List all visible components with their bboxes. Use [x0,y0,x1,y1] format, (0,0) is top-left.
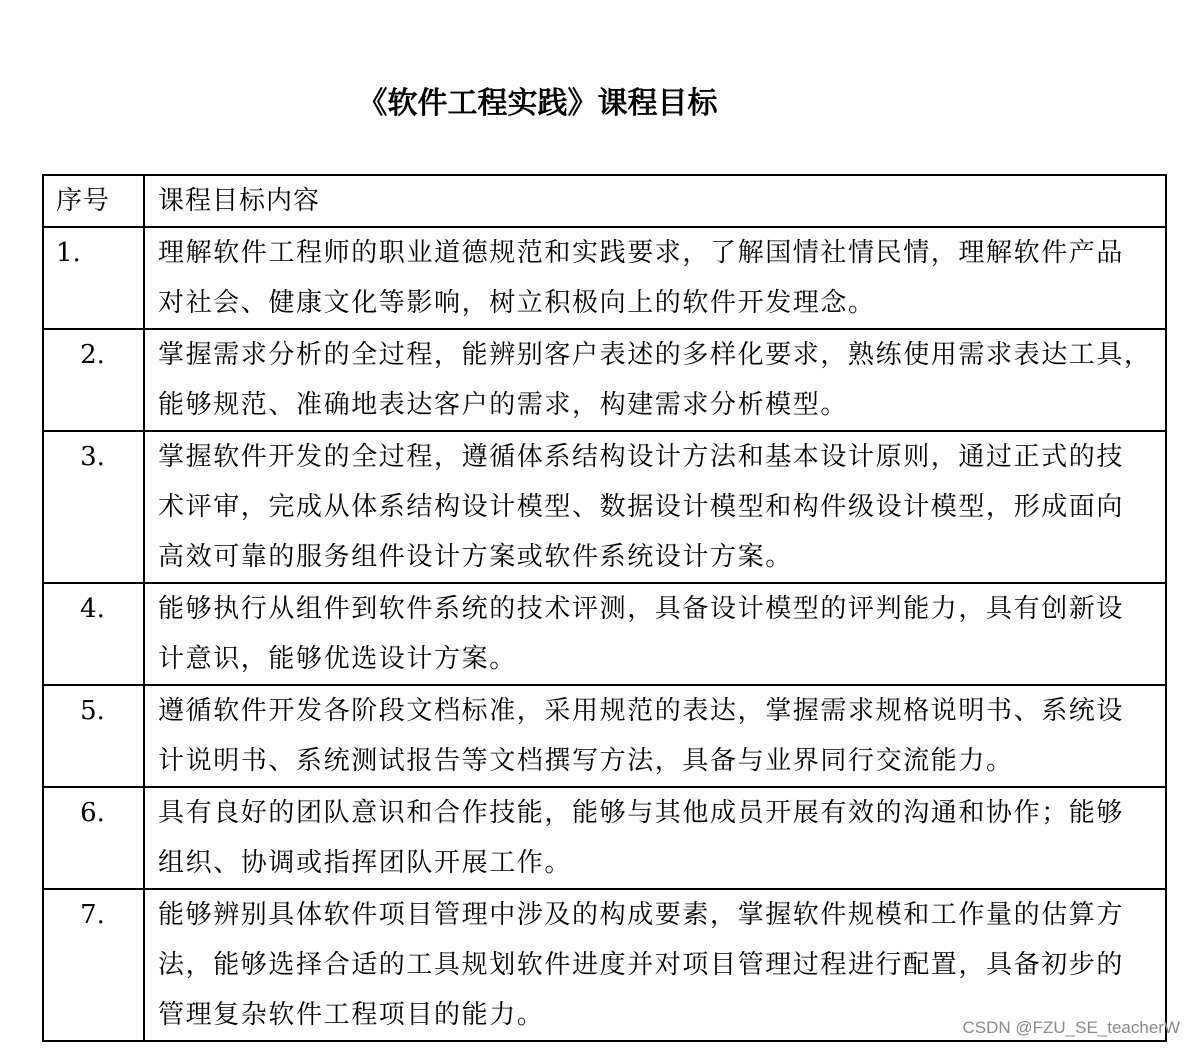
table-row [43,787,1166,889]
number-cell [43,889,144,1041]
content-cell [144,685,1166,787]
objective-number: 1. [56,238,81,268]
objective-text-line: 能够辨别具体软件项目管理中涉及的构成要素，掌握软件规模和工作量的估算方 [158,900,1125,930]
table-row [43,583,1166,685]
document-title: 《软件工程实践》课程目标 [357,86,718,121]
objective-text-line: 计说明书、系统测试报告等文档撰写方法，具备与业界同行交流能力。 [158,746,1014,776]
objective-text-line: 理解软件工程师的职业道德规范和实践要求，了解国情社情民情，理解软件产品 [158,238,1125,268]
objective-number: 7. [80,900,105,930]
objective-text-line: 组织、协调或指挥团队开展工作。 [158,848,573,878]
objective-number: 5. [80,696,105,726]
number-cell [43,787,144,889]
objective-text-line: 具有良好的团队意识和合作技能，能够与其他成员开展有效的沟通和协作；能够 [158,798,1125,828]
objective-text-line: 术评审，完成从体系结构设计模型、数据设计模型和构件级设计模型，形成面向 [158,492,1125,522]
objective-text-line: 高效可靠的服务组件设计方案或软件系统设计方案。 [158,542,793,572]
table-row [43,227,1166,329]
header-cell-number [43,175,144,227]
objective-text-line: 遵循软件开发各阶段文档标准，采用规范的表达，掌握需求规格说明书、系统设 [158,696,1125,726]
objective-number: 2. [80,340,105,370]
table-row [43,329,1166,431]
header-number-label: 序号 [56,186,111,216]
objective-number: 4. [80,594,105,624]
objective-number: 6. [80,798,105,828]
watermark: CSDN @FZU_SE_teacherW [962,1018,1180,1037]
header-content-label: 课程目标内容 [158,186,321,216]
number-cell [43,583,144,685]
course-objectives-table [42,174,1167,1042]
objective-text-line: 能够规范、准确地表达客户的需求，构建需求分析模型。 [158,390,849,420]
number-cell [43,685,144,787]
objective-text-line: 计意识，能够优选设计方案。 [158,644,517,674]
table-row [43,431,1166,583]
number-cell [43,329,144,431]
objective-text-line: 掌握软件开发的全过程，遵循体系结构设计方法和基本设计原则，通过正式的技 [158,442,1125,472]
objective-text-line: 掌握需求分析的全过程，能辨别客户表述的多样化要求，熟练使用需求表达工具， [158,340,1152,370]
objective-number: 3. [80,442,105,472]
content-cell [144,329,1166,431]
content-cell [144,227,1166,329]
content-cell [144,583,1166,685]
header-cell-content [144,175,1166,227]
objective-text-line: 对社会、健康文化等影响，树立积极向上的软件开发理念。 [158,288,876,318]
table-header-row [43,175,1166,227]
number-cell [43,431,144,583]
table-row [43,685,1166,787]
objective-text-line: 能够执行从组件到软件系统的技术评测，具备设计模型的评判能力，具有创新设 [158,594,1125,624]
number-cell [43,227,144,329]
objective-text-line: 管理复杂软件工程项目的能力。 [158,1000,545,1030]
content-cell [144,787,1166,889]
content-cell [144,431,1166,583]
objective-text-line: 法，能够选择合适的工具规划软件进度并对项目管理过程进行配置，具备初步的 [158,950,1125,980]
